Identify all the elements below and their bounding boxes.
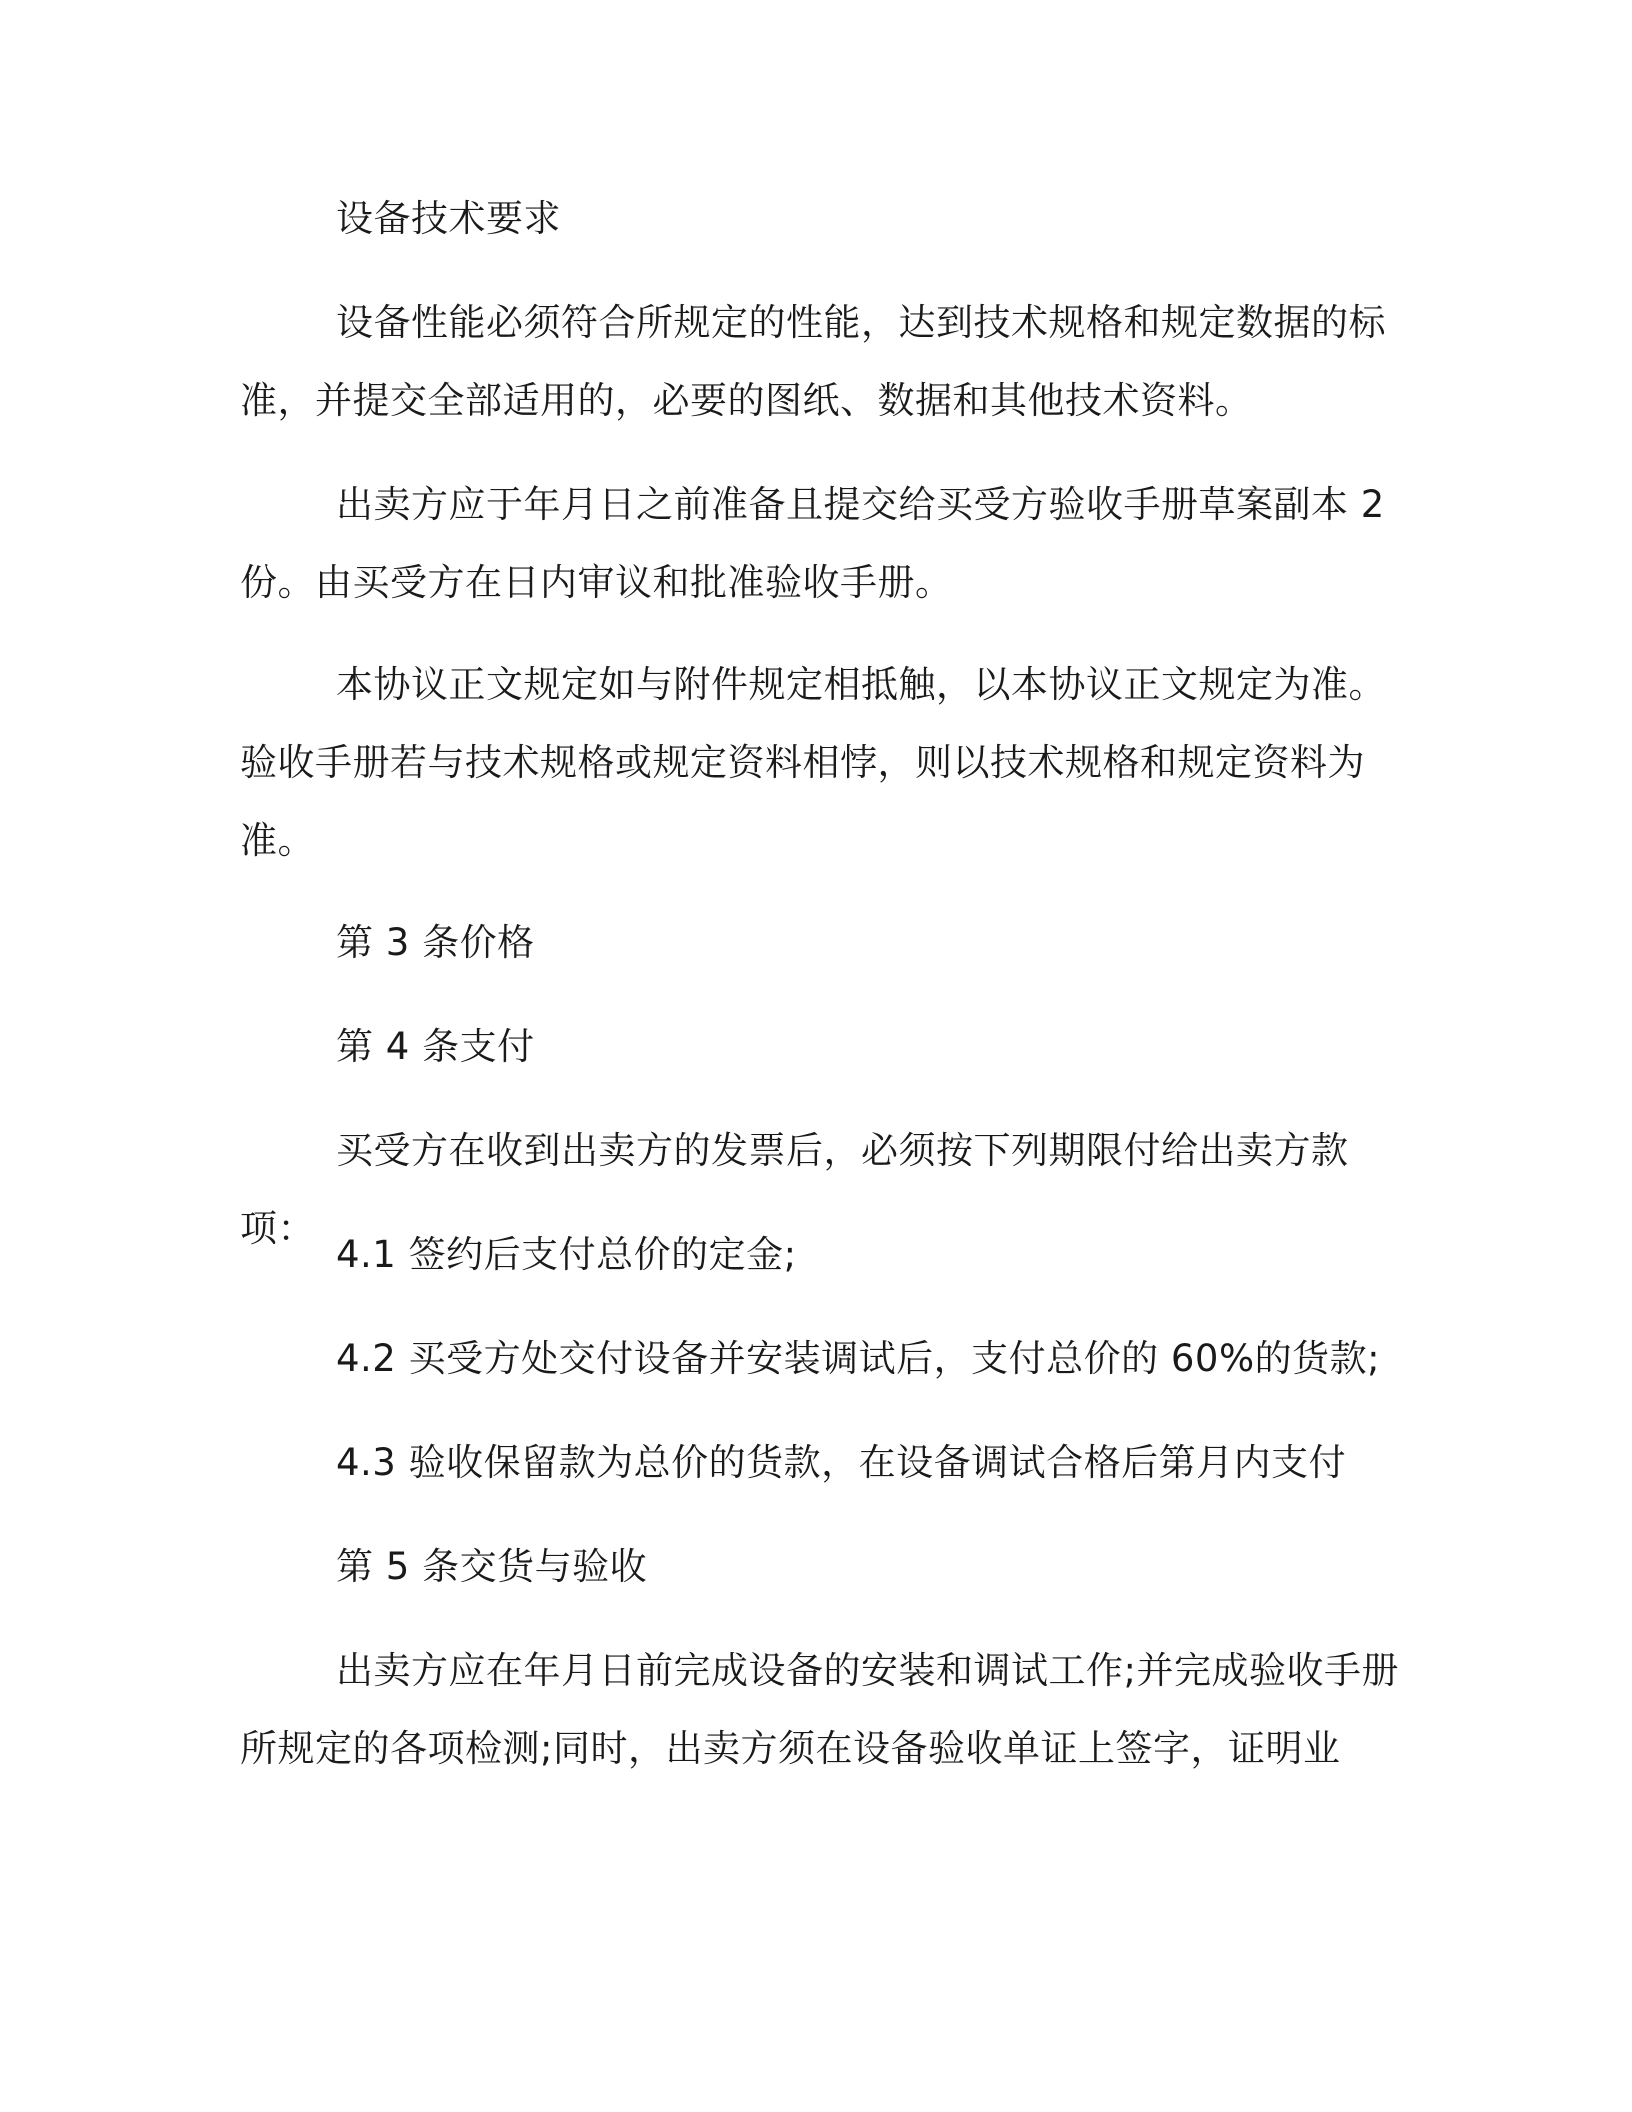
paragraph-precedence: 本协议正文规定如与附件规定相抵触，以本协议正文规定为准。验收手册若与技术规格或规定资料相悖，则以技术规格和规定资料为准。 <box>240 663 1386 862</box>
clause-4-1: 4.1 签约后支付总价的定金; <box>336 1233 797 1276</box>
article-5-heading: 第 5 条交货与验收 <box>336 1545 648 1588</box>
paragraph-acceptance-manual-draft: 出卖方应于年月日之前准备且提交给买受方验收手册草案副本 2 份。由买受方在日内审议和批准验收手册。 <box>240 483 1385 604</box>
paragraph-payment-intro: 买受方在收到出卖方的发票后，必须按下列期限付给出卖方款项： <box>240 1129 1349 1250</box>
article-4-heading: 第 4 条支付 <box>336 1025 535 1068</box>
article-3-heading: 第 3 条价格 <box>336 921 535 964</box>
paragraph-delivery: 出卖方应在年月日前完成设备的安装和调试工作;并完成验收手册所规定的各项检测;同时，出卖方须在设备验收单证上签字，证明业 <box>240 1649 1399 1770</box>
paragraph-performance: 设备性能必须符合所规定的性能，达到技术规格和规定数据的标准，并提交全部适用的，必要的图纸、数据和其他技术资料。 <box>240 301 1386 422</box>
clause-4-3: 4.3 验收保留款为总价的货款，在设备调试合格后第月内支付 <box>336 1441 1347 1484</box>
section-heading-equipment-requirements: 设备技术要求 <box>336 197 561 240</box>
clause-4-2: 4.2 买受方处交付设备并安装调试后，支付总价的 60%的货款; <box>336 1337 1381 1380</box>
